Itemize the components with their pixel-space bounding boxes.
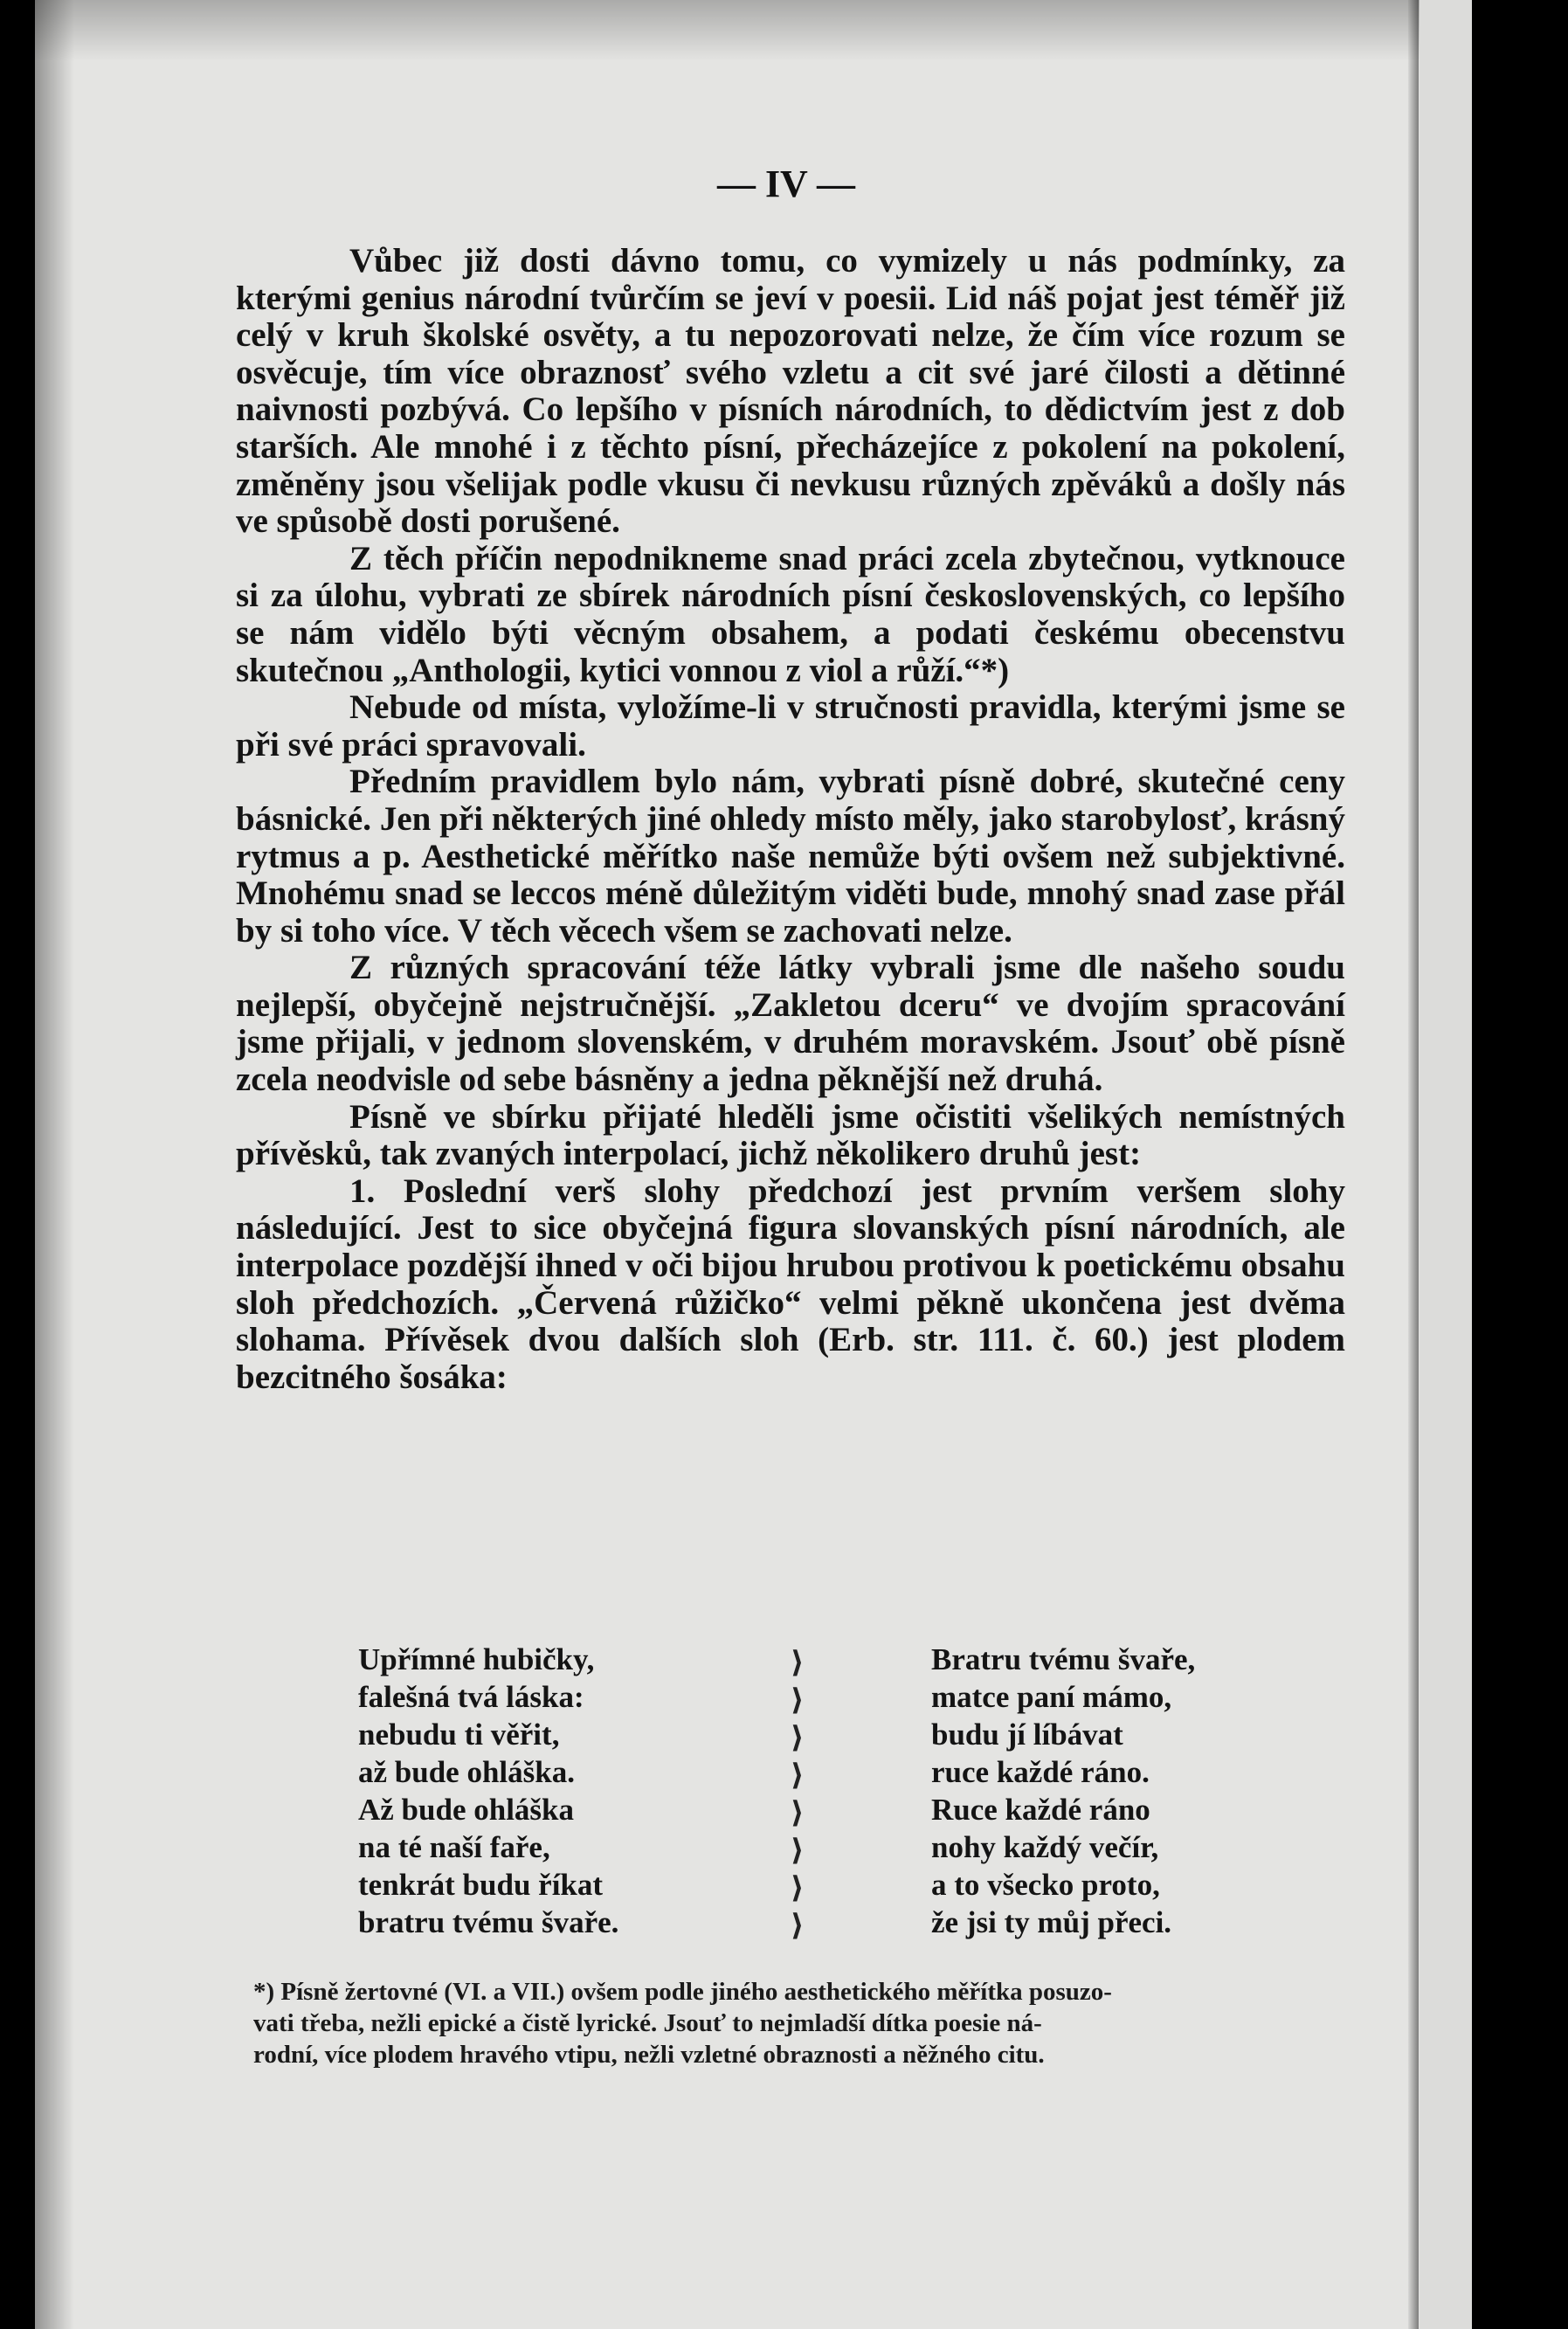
poem-line: Ruce každé ráno bbox=[931, 1793, 1150, 1827]
adjacent-page-strip bbox=[1419, 0, 1472, 2329]
poem-column-left bbox=[358, 1641, 743, 1941]
footnote-line: *) Písně žertovné (VI. a VII.) ovšem podle jiného aesthetického měřítka posuzo- bbox=[253, 1978, 1112, 2006]
paragraph: 1. Poslední verš slohy předchozí jest prvním veršem slohy následující. Jest to sice obyčejná figura slovanských písní národních, ale interpolace pozdější ihned v oči bijou hrubou protivou k poetickému obsahu sloh předchozích. „Červená růžičko“ velmi pěkně ukončena jest dvěma slohama. Přívěsek dvou dalších sloh (Erb. str. 111. č. 60.) jest plodem bezcitného šosáka: bbox=[236, 1171, 1345, 1396]
page-edge-shadow bbox=[35, 0, 74, 2329]
poem-line: Upřímné hubičky, bbox=[358, 1642, 595, 1676]
poem-line: a to všecko proto, bbox=[931, 1868, 1160, 1902]
poem-line: až bude ohláška. bbox=[358, 1755, 575, 1789]
poem-line: ruce každé ráno. bbox=[931, 1755, 1150, 1789]
poem-line: že jsi ty můj přeci. bbox=[931, 1905, 1172, 1939]
poem-line: falešná tvá láska: bbox=[358, 1680, 584, 1714]
poem-column-right bbox=[931, 1641, 1333, 1941]
footnote-line: rodní, více plodem hravého vtipu, nežli vzletné obraznosti a něžného citu. bbox=[253, 2041, 1045, 2069]
poem-line: Bratru tvému švaře, bbox=[931, 1642, 1196, 1676]
poem-line: budu jí líbávat bbox=[931, 1717, 1123, 1752]
footnote bbox=[253, 1976, 1345, 2070]
paragraph: Z těch příčin nepodnikneme snad práci zcela zbytečnou, vytknouce si za úlohu, vybrati ze sbírek národních písní československých, co lepšího se nám vidělo býti věcným obsahem, a podati českému obecenstvu skutečnou „Anthologii, kytici vonnou z viol a růží.“*) bbox=[236, 539, 1345, 689]
poem-line: matce paní mámo, bbox=[931, 1680, 1172, 1714]
footnote-line: vati třeba, nežli epické a čistě lyrické. Jsouť to nejmladší dítka poesie ná- bbox=[253, 2009, 1042, 2037]
poem-line: Až bude ohláška bbox=[358, 1793, 575, 1827]
poem-line: na té naší faře, bbox=[358, 1830, 550, 1864]
paragraph: Z různých spracování téže látky vybrali jsme dle našeho soudu nejlepší, obyčejně nejstručnější. „Zakletou dceru“ ve dvojím spracování jsme přijali, v jednom slovenském, v druhém moravském. Jsouť obě písně zcela neodvisle od sebe básněny a jedna pěknější než druhá. bbox=[236, 949, 1345, 1099]
page-top-shadow bbox=[35, 0, 1419, 61]
paragraph: Vůbec již dosti dávno tomu, co vymizely u nás podmínky, za kterými genius národní tvůrčím se jeví v poesii. Lid náš pojat jest téměř již celý v kruh školské osvěty, a tu nepozorovati nelze, že čím více rozum se osvěcuje, tím více obraznosť svého vzletu a cit své jaré čilosti a dětinné naivnosti pozbývá. Co lepšího v písních národních, to dědictvím jest z dob starších. Ale mnohé i z těchto písní, přecházejíce z pokolení na pokolení, změněny jsou všelijak podle vkusu či nevkusu různých zpěváků a došly nás ve spůsobě dosti porušené. bbox=[236, 242, 1345, 541]
poem-divider: ⟩ ⟩ ⟩ ⟩ ⟩ ⟩ ⟩ ⟩ bbox=[791, 1647, 805, 1942]
poem-line: tenkrát budu říkat bbox=[358, 1868, 604, 1902]
poem-line: bratru tvému švaře. bbox=[358, 1905, 619, 1939]
poem-line: nebudu ti věřit, bbox=[358, 1717, 560, 1752]
page-number: — IV — bbox=[716, 162, 856, 205]
page-fold bbox=[1408, 0, 1419, 2329]
poem-line: nohy každý večír, bbox=[931, 1830, 1159, 1864]
paragraph: Písně ve sbírku přijaté hleděli jsme očistiti všelikých nemístných přívěsků, tak zvaných interpolací, jichž několikero druhů jest: bbox=[236, 1097, 1345, 1173]
body-text bbox=[236, 243, 1345, 1396]
paragraph: Předním pravidlem bylo nám, vybrati písně dobré, skutečné ceny básnické. Jen při některých jiné ohledy místo měly, jako starobylosť, krásný rytmus a p. Aesthetické měřítko naše nemůže býti ovšem než subjektivné. Mnohému snad se leccos méně důležitým viděti bude, mnohý snad zase přál by si toho více. V těch věcech všem se zachovati nelze. bbox=[236, 763, 1345, 950]
paragraph: Nebude od místa, vyložíme-li v stručnosti pravidla, kterými jsme se při své práci spravovali. bbox=[236, 688, 1345, 764]
